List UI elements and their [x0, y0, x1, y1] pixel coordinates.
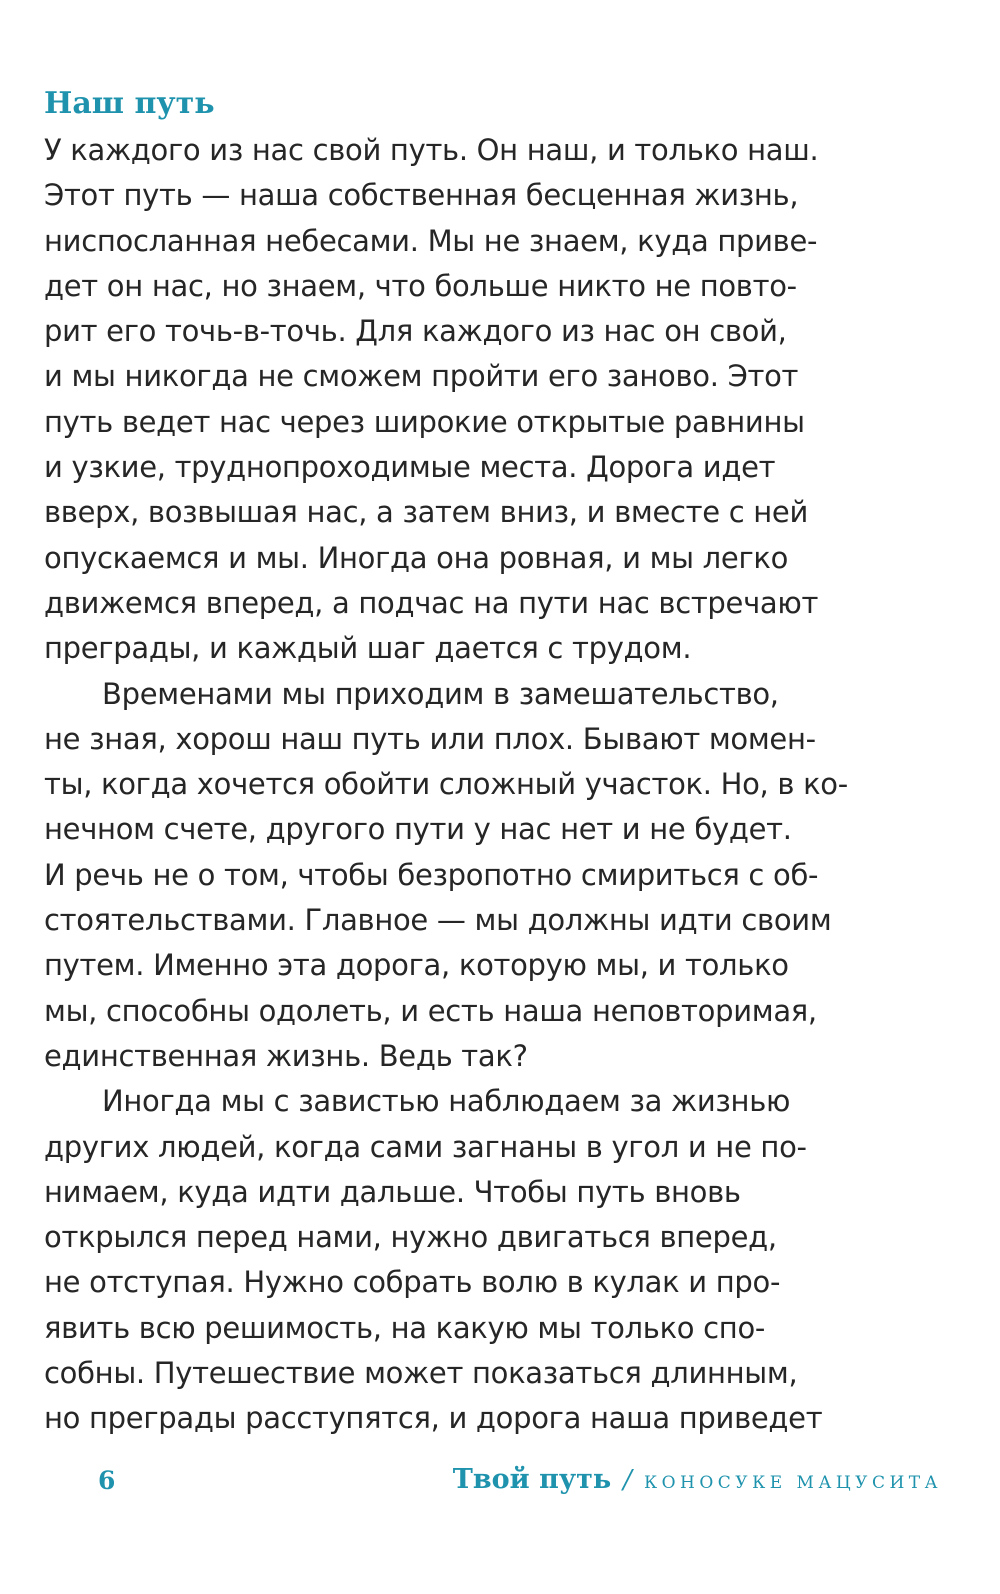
text-line: путем. Именно эта дорога, которую мы, и только: [44, 948, 789, 983]
section-heading: Наш путь: [44, 86, 215, 121]
page-number: 6: [98, 1466, 116, 1495]
paragraph-start-line: Временами мы приходим в замешательство,: [102, 676, 779, 711]
text-line: дет он нас, но знаем, что больше никто не повто-: [44, 268, 797, 303]
text-line: движемся вперед, а подчас на пути нас встречают: [44, 585, 819, 620]
text-line: рит его точь-в-точь. Для каждого из нас он свой,: [44, 314, 787, 349]
footer-separator: /: [623, 1465, 632, 1495]
text-line: стоятельствами. Главное — мы должны идти своим: [44, 903, 832, 938]
text-line: открылся перед нами, нужно двигаться вперед,: [44, 1220, 777, 1255]
text-line: нечном счете, другого пути у нас нет и не будет.: [44, 812, 792, 847]
text-line: Этот путь — наша собственная бесценная жизнь,: [44, 178, 799, 213]
author-name: КОНОСУКЕ МАЦУСИТА: [643, 1473, 942, 1493]
text-line: собны. Путешествие может показаться длинным,: [44, 1356, 798, 1391]
text-line: других людей, когда сами загнаны в угол и не по-: [44, 1129, 807, 1164]
text-line: ты, когда хочется обойти сложный участок. Но, в ко-: [44, 767, 848, 802]
text-line: явить всю решимость, на какую мы только спо-: [44, 1310, 766, 1345]
text-line: И речь не о том, чтобы безропотно смириться с об-: [44, 857, 819, 892]
text-line: вверх, возвышая нас, а затем вниз, и вместе с ней: [44, 495, 809, 530]
text-line: и узкие, труднопроходимые места. Дорога идет: [44, 450, 776, 485]
running-footer: [453, 1464, 942, 1495]
text-line: путь ведет нас через широкие открытые равнины: [44, 404, 805, 439]
book-title: Твой путь: [452, 1464, 612, 1495]
text-line: нимаем, куда идти дальше. Чтобы путь вновь: [44, 1174, 741, 1209]
body-text: [44, 128, 848, 1442]
paragraph-start-line: Иногда мы с завистью наблюдаем за жизнью: [102, 1084, 791, 1119]
text-line: не зная, хорош наш путь или плох. Бывают момен-: [44, 721, 816, 756]
text-line: мы, способны одолеть, и есть наша неповторимая,: [44, 993, 817, 1028]
text-line: преграды, и каждый шаг дается с трудом.: [44, 631, 692, 666]
text-line: не отступая. Нужно собрать волю в кулак и про-: [44, 1265, 781, 1300]
text-line: У каждого из нас свой путь. Он наш, и только наш.: [44, 133, 819, 167]
text-line: опускаемся и мы. Иногда она ровная, и мы легко: [44, 540, 789, 575]
text-line: и мы никогда не сможем пройти его заново. Этот: [44, 359, 799, 394]
text-line: ниспосланная небесами. Мы не знаем, куда приве-: [44, 223, 818, 258]
text-line: но преграды расступятся, и дорога наша приведет: [44, 1401, 823, 1436]
text-line: единственная жизнь. Ведь так?: [44, 1038, 528, 1073]
